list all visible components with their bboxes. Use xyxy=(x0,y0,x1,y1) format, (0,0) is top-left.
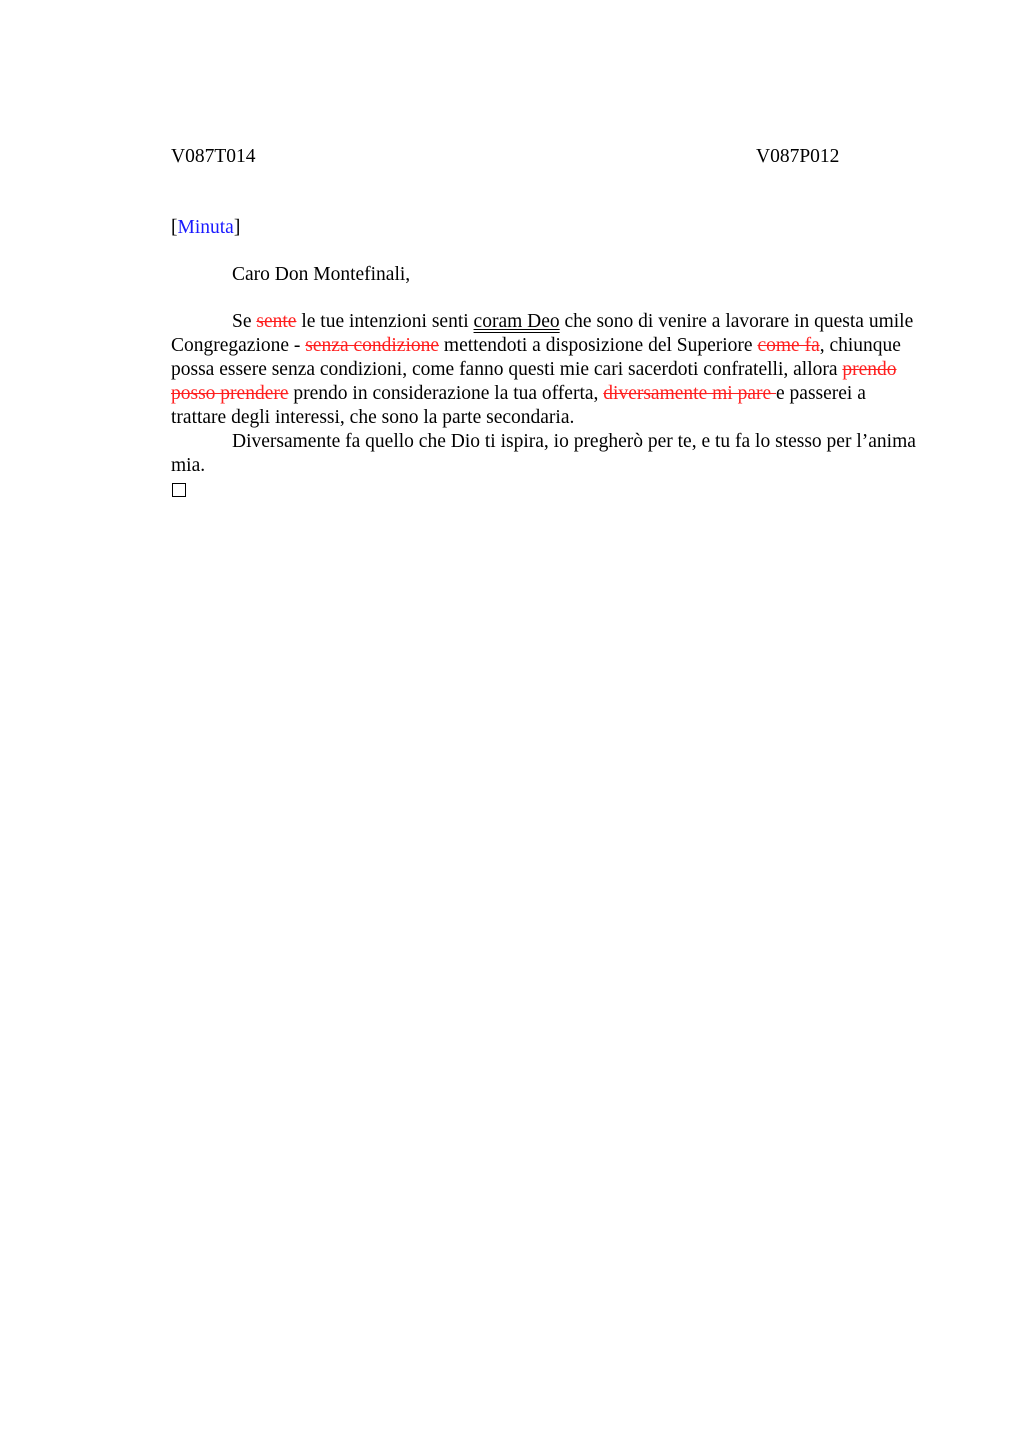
text-segment: prendo in considerazione la tua offerta, xyxy=(288,383,604,404)
document-code-right: V087P012 xyxy=(756,146,840,167)
deleted-text: prendo posso prendere xyxy=(171,359,897,404)
underlined-text: coram Deo xyxy=(473,311,560,332)
text-segment: che sono di venire a lavorare in questa umile Congregazione - xyxy=(171,311,914,356)
document-header xyxy=(171,145,916,169)
letter-body xyxy=(171,310,916,497)
label-open-bracket: [ xyxy=(171,217,178,238)
text-segment: , chiunque possa essere senza condizioni, come fanno questi mie cari sacerdoti confratelli, allora xyxy=(171,335,901,380)
deleted-text: senza condizione xyxy=(305,335,440,356)
deleted-text: come fa xyxy=(757,335,820,356)
document-label xyxy=(171,216,916,240)
label-close-bracket: ] xyxy=(233,217,241,238)
label-tag: Minuta xyxy=(177,217,234,238)
deleted-text: diversamente mi pare xyxy=(603,383,777,404)
paragraph-2: Diversamente fa quello che Dio ti ispira, io pregherò per te, e tu fa lo stesso per l’anima mia. xyxy=(171,431,916,476)
document-page xyxy=(171,145,916,497)
document-code-left: V087T014 xyxy=(171,146,256,167)
text-segment: mettendoti a disposizione del Superiore xyxy=(439,335,758,356)
empty-square-icon xyxy=(172,483,186,497)
salutation: Caro Don Montefinali, xyxy=(232,264,411,285)
text-segment: e passerei a trattare degli interessi, che sono la parte secondaria. xyxy=(171,383,866,428)
text-segment: le tue intenzioni senti xyxy=(296,311,474,332)
text-segment: Se xyxy=(232,311,257,332)
paragraph-1 xyxy=(171,310,916,430)
deleted-text: sente xyxy=(256,311,297,332)
